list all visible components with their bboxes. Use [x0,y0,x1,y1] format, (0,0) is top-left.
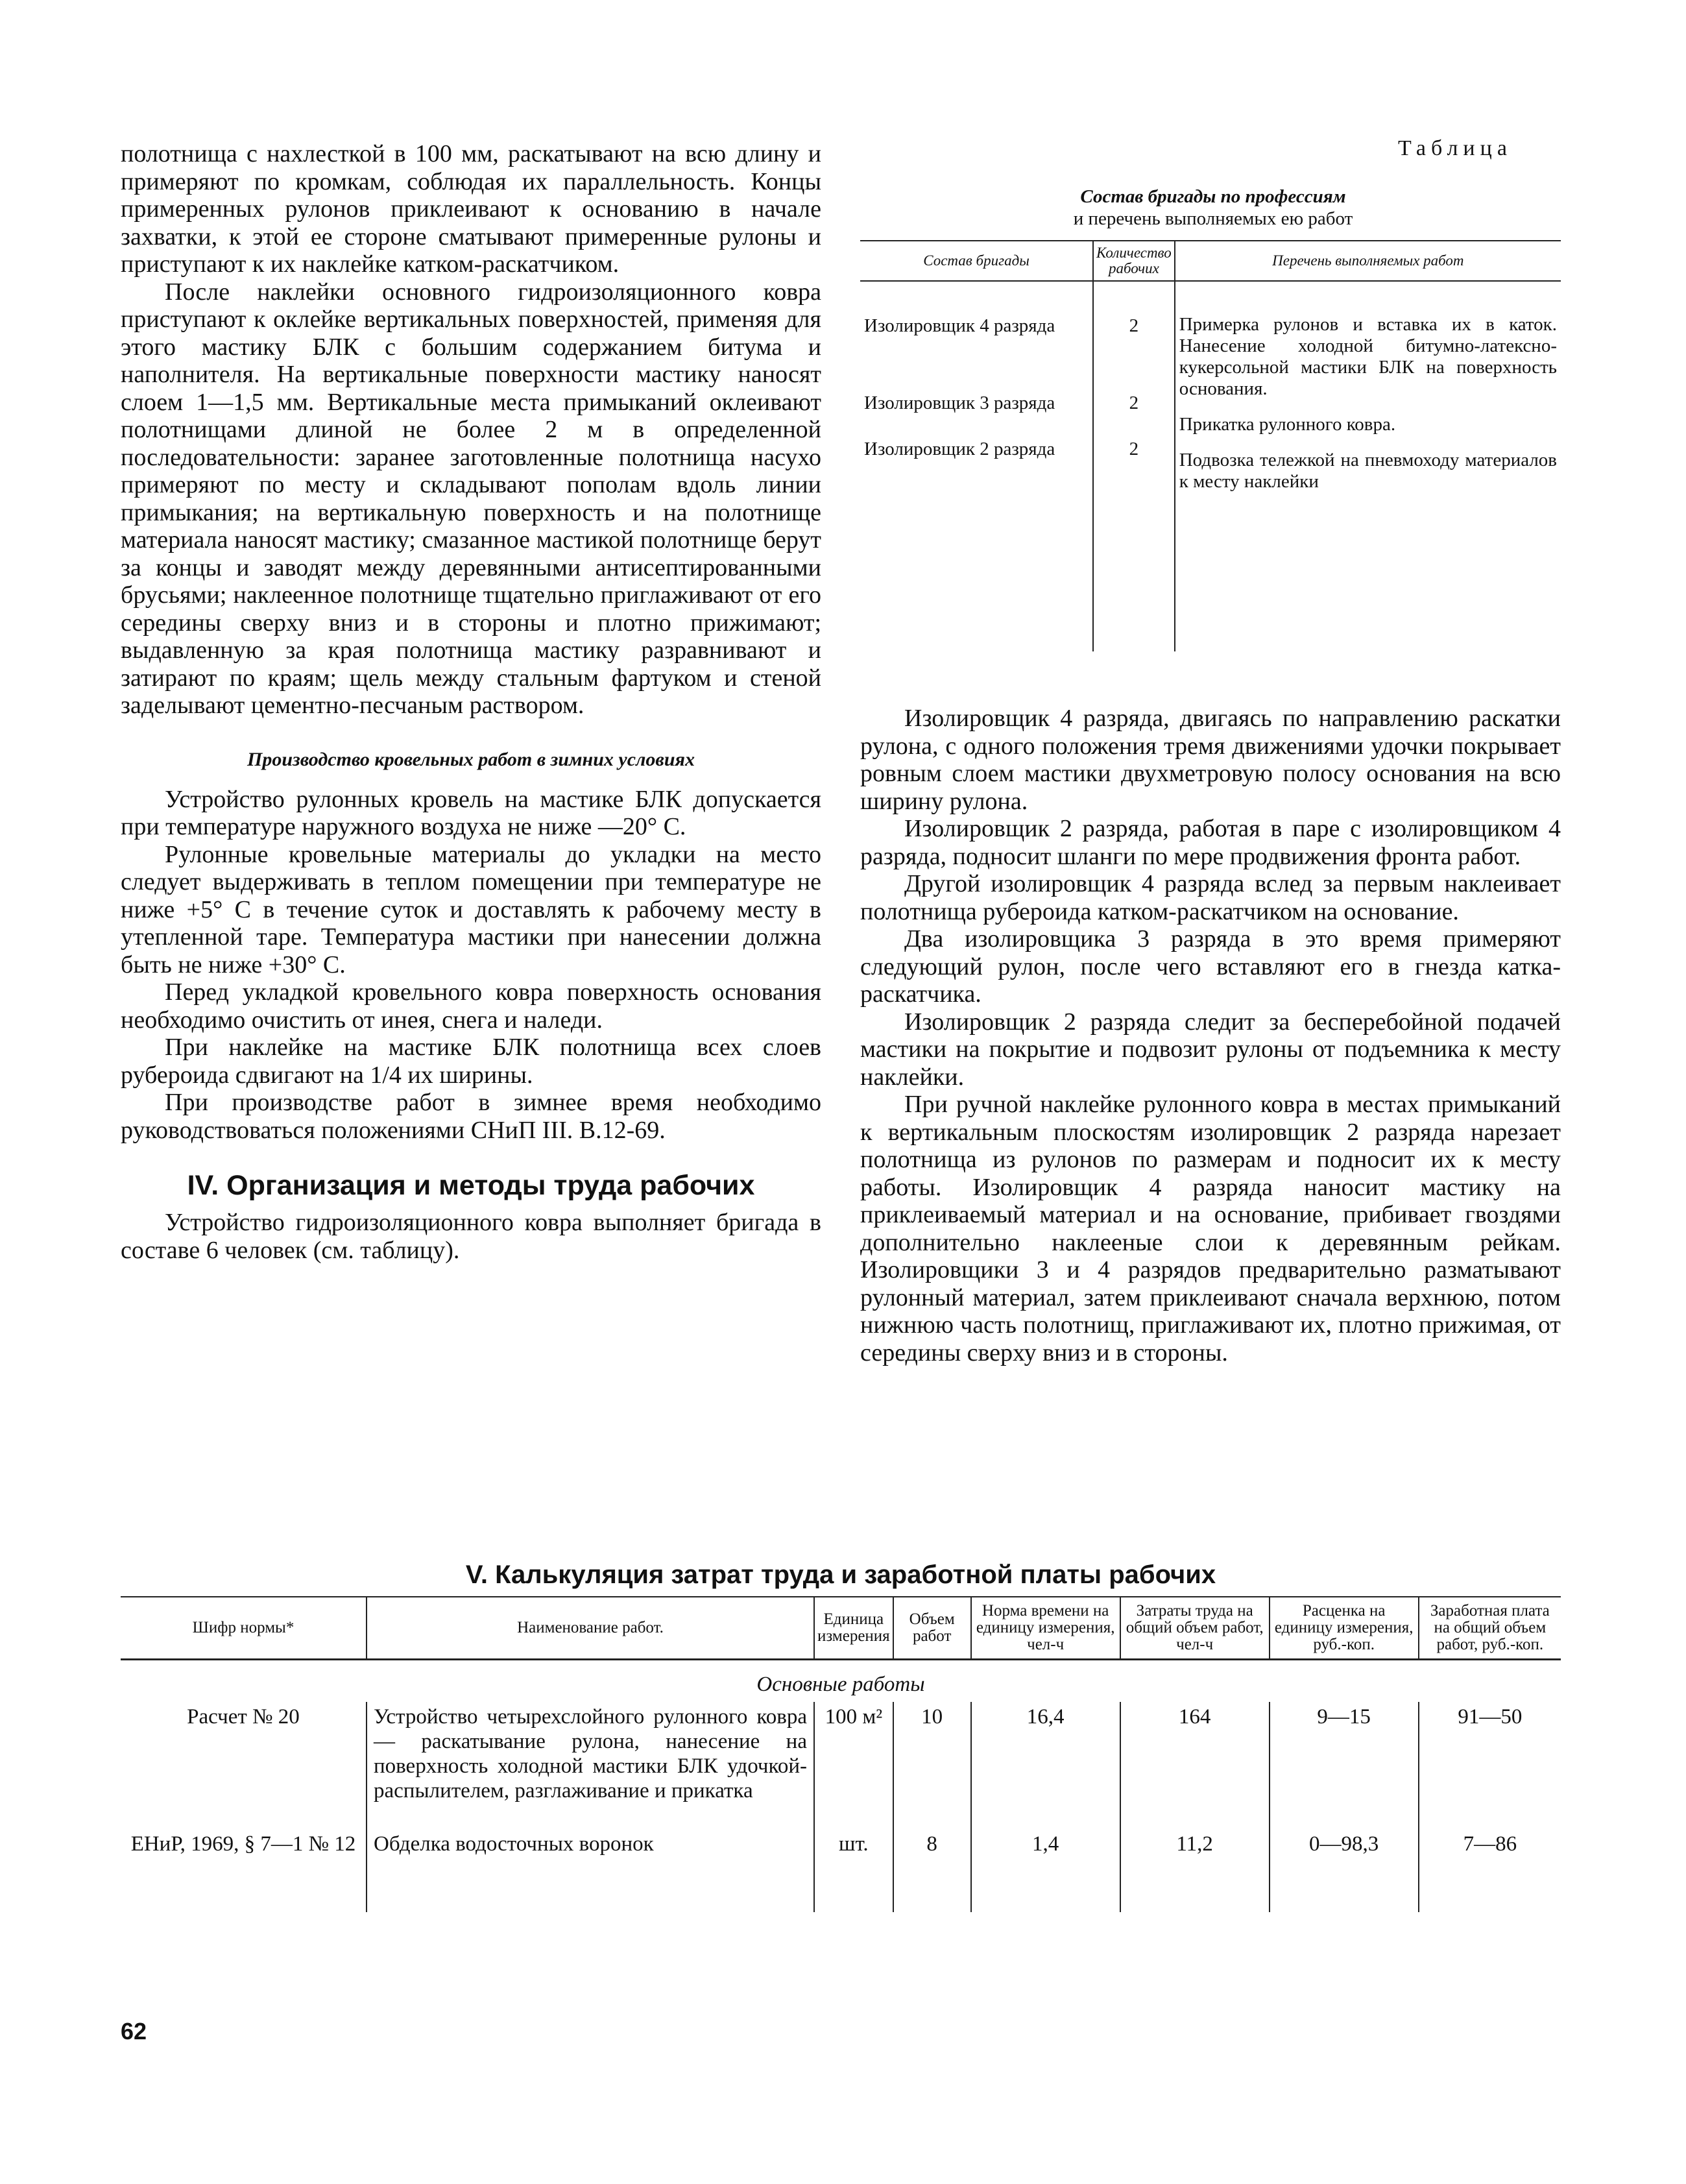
calc-table [121,1596,1561,1912]
paragraph: Рулонные кровельные материалы до укладки на место следует выдерживать в теплом помещении при температуре не ниже +5° С в течение суток и доставлять к рабочему месту в утепленной таре. Температура мастики при нанесении должна быть не ниже +30° С. [121,840,821,978]
unit: шт. [814,1829,893,1912]
unit: 100 м² [814,1702,893,1829]
volume: 8 [893,1829,971,1912]
norm-code: Расчет № 20 [187,1705,300,1729]
table-row [121,1829,1561,1912]
pay: 91—50 [1419,1702,1561,1829]
header-cell: Объем работ [893,1597,971,1660]
header-cell: Заработная плата на общий объем работ, руб.-коп. [1419,1597,1561,1660]
section-heading-iv: IV. Организация и методы труда рабочих [187,1170,755,1201]
calc-table-header [121,1597,1561,1660]
crew-table [860,240,1561,651]
paragraph: Изолировщик 4 разряда, двигаясь по направлению раскатки рулона, с одного положения тремя движениями удочки покрывает ровным слоем мастики двухметровую полосу основания на всю ширину рулона. [860,705,1561,815]
header-cell: Единица измерения [814,1597,893,1660]
header-cell: Затраты труда на общий объем работ, чел-ч [1120,1597,1270,1660]
crew-member: Изолировщик 3 разряда [864,393,1055,414]
calc-table-title: V. Калькуляция затрат труда и заработной платы рабочих [465,1560,1216,1589]
table-row [121,1702,1561,1829]
work-item: Прикатка рулонного ковра. [1179,414,1396,435]
time-norm: 16,4 [971,1702,1120,1829]
work-name: Обделка водосточных воронок [367,1829,814,1912]
rate: 9—15 [1270,1702,1419,1829]
paragraph: При ручной наклейке рулонного ковра в местах примыканий к вертикальным плоскостям изолировщик 2 разряда нарезает полотнища из рулонов по размерам и подносит их к месту работы. Изолировщик 4 разряда наносит мастику на приклеиваемый материал и на основание, прибивает гвоздями дополнительно наклееные слои к деревянным рейкам. Изолировщики 3 и 4 разрядов предварительно разматывают рулонный материал, затем приклеивают сначала верхнюю, потом нижнюю часть полотнищ, приглаживают их, плотно прижимая, от середины сверху вниз и в стороны. [860,1091,1561,1366]
right-text-column [860,705,1561,1366]
pay: 7—86 [1419,1829,1561,1912]
crew-member: Изолировщик 4 разряда [864,315,1055,336]
norm-code: ЕНиР, 1969, § 7—1 № 12 [130,1832,356,1856]
paragraph: При производстве работ в зимнее время необходимо руководствоваться положениями СНиП III. В.12-69. [121,1089,821,1144]
crew-table-header [860,241,1561,281]
paragraph: Перед укладкой кровельного ковра поверхность основания необходимо очистить от инея, снега и наледи. [121,978,821,1034]
header-cell: Количество рабочих [1093,241,1175,281]
section-label: Основные работы [756,1673,925,1696]
crew-member: Изолировщик 2 разряда [864,439,1055,459]
paragraph: Устройство рулонных кровель на мастике БЛК допускается при температуре наружного воздуха не ниже —20° С. [121,785,821,840]
paragraph: Устройство гидроизоляционного ковра выполняет бригада в составе 6 человек (см. таблицу). [121,1209,821,1264]
work-name: Устройство четырехслойного рулонного ковра — раскатывание рулона, нанесение на поверхность холодной мастики БЛК удочкой-распылителем, разглаживание и прикатка [367,1702,814,1829]
paragraph: Другой изолировщик 4 разряда вслед за первым наклеивает полотнища рубероида катком-раскатчиком на основание. [860,870,1561,925]
header-cell: Шифр нормы* [121,1597,367,1660]
subheading-winter-works: Производство кровельных работ в зимних условиях [247,748,695,770]
header-cell: Наименование работ. [367,1597,814,1660]
crew-count: 2 [1093,391,1175,437]
work-item: Примерка рулонов и вставка их в каток. Нанесение холодной битумно-латексно-кукерсольной мастики БЛК на поверхность основания. [1179,314,1557,399]
works-list [1175,281,1561,651]
time-norm: 1,4 [971,1829,1120,1912]
rate: 0—98,3 [1270,1829,1419,1912]
section-row [121,1660,1561,1703]
header-cell: Норма времени на единицу измерения, чел-ч [971,1597,1120,1660]
left-text-column [121,140,821,1264]
crew-count: 2 [1093,281,1175,391]
work-item: Подвозка тележкой на пневмоходу материалов к месту наклейки [1179,450,1557,492]
paragraph: полотнища с нахлесткой в 100 мм, раскатывают на всю длину и примеряют по кромкам, соблюдая их параллельность. Концы примеренных рулонов приклеивают к основанию в начале захватки, к этой ее стороне сматывают примеренные рулоны и приступают к их наклейке катком-раскатчиком. [121,140,821,278]
volume: 10 [893,1702,971,1829]
paragraph: При наклейке на мастике БЛК полотнища всех слоев рубероида сдвигают на 1/4 их ширины. [121,1034,821,1089]
header-cell: Расценка на единицу измерения, руб.-коп. [1270,1597,1419,1660]
table-caption [869,186,1557,230]
paragraph: Изолировщик 2 разряда, работая в паре с изолировщиком 4 разряда, подносит шланги по мере продвижения фронта работ. [860,815,1561,870]
caption-line: и перечень выполняемых ею работ [1073,208,1353,229]
table-label: Таблица [1398,136,1512,160]
paragraph: Изолировщик 2 разряда следит за бесперебойной подачей мастики на покрытие и подвозит рулоны от подъемника к месту наклейки. [860,1008,1561,1091]
paragraph: Два изолировщика 3 разряда в это время примеряют следующий рулон, после чего вставляют его в гнезда катка-раскатчика. [860,925,1561,1008]
labor-cost: 11,2 [1120,1829,1270,1912]
page-number: 62 [121,2018,147,2044]
paragraph: После наклейки основного гидроизоляционного ковра приступают к оклейке вертикальных поверхностей, применяя для этого мастику БЛК с большим содержанием битума и наполнителя. На вертикальные поверхности мастику наносят слоем 1—1,5 мм. Вертикальные места примыканий оклеивают полотнищами длиной не более 2 м в определенной последовательности: заранее заготовленные полотнища насухо примеряют по месту и складывают пополам вдоль линии примыкания; на вертикальную поверхность и на полотнище материала наносят мастику; смазанное мастикой полотнище берут за концы и заводят между деревянными антисептированными брусьями; наклеенное полотнище тщательно приглаживают от его середины сверху вниз и в стороны и плотно прижимают; выдавленную за края полотнища мастику разравнивают и затирают по краям; щель между стальным фартуком и стеной заделывают цементно-песчаным раствором. [121,278,821,719]
crew-count: 2 [1093,437,1175,651]
header-cell: Перечень выполняемых работ [1175,241,1561,281]
labor-cost: 164 [1120,1702,1270,1829]
header-cell: Состав бригады [860,241,1093,281]
caption-line: Состав бригады по профессиям [1080,186,1346,207]
table-row [860,281,1561,391]
